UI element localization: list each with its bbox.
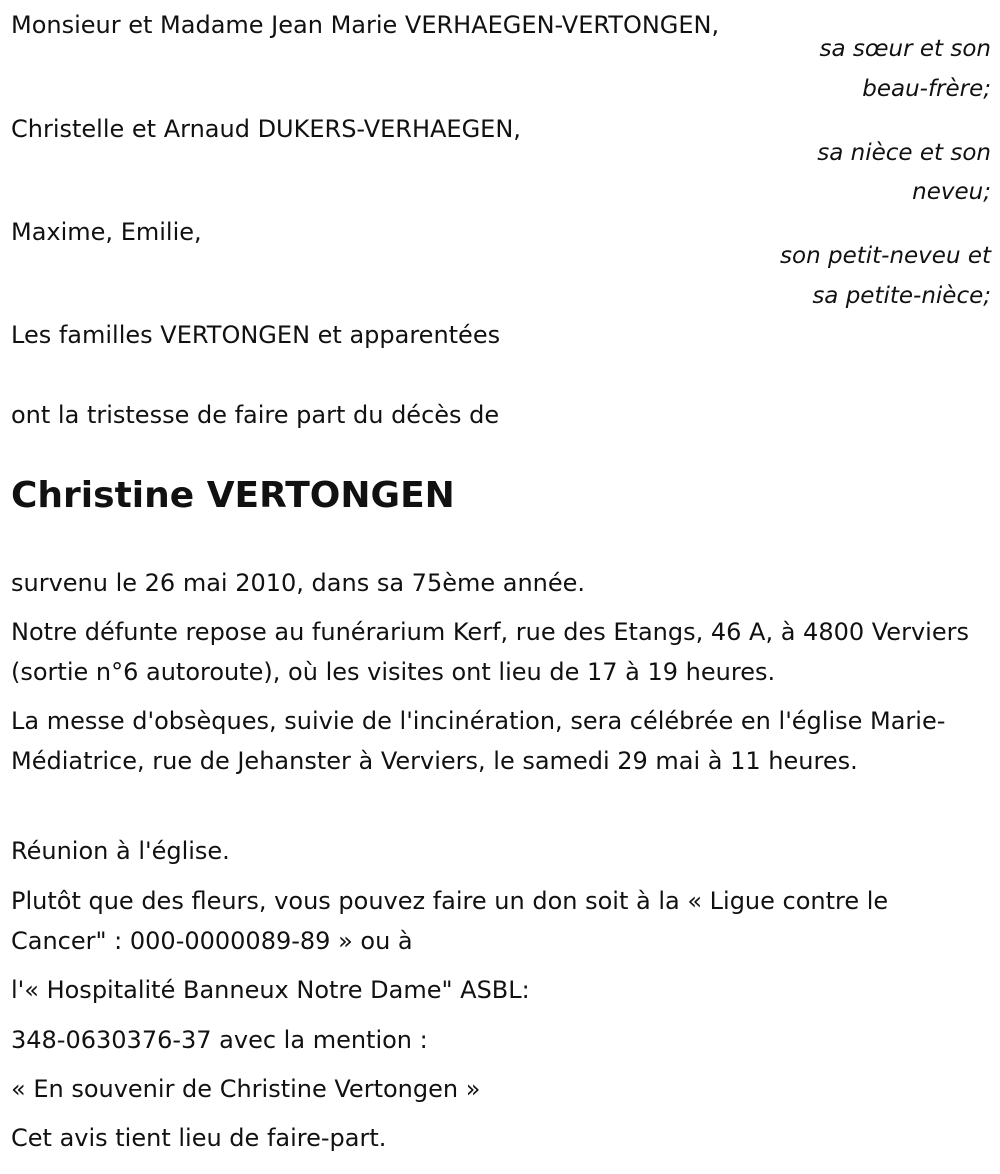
- notice-paragraph: survenu le 26 mai 2010, dans sa 75ème année.: [11, 569, 586, 597]
- notice-paragraph: l'« Hospitalité Banneux Notre Dame" ASBL:: [11, 976, 530, 1004]
- family-relation: sa nièce et son: [817, 140, 991, 166]
- other-families: Les familles VERTONGEN et apparentées: [11, 321, 501, 349]
- notice-paragraph: Cet avis tient lieu de faire-part.: [11, 1124, 387, 1152]
- notice-paragraph: Plutôt que des fleurs, vous pouvez faire un don soit à la « Ligue contre le Cancer" : 000-0000089-89 » ou à: [11, 887, 889, 955]
- notice-paragraph: La messe d'obsèques, suivie de l'incinération, sera célébrée en l'église Marie-Médiatrice, rue de Jehanster à Verviers, le samedi 29 mai à 11 heures.: [11, 707, 946, 775]
- notice-paragraph: Réunion à l'église.: [11, 837, 230, 865]
- family-names: Maxime, Emilie,: [11, 218, 202, 246]
- family-names: Monsieur et Madame Jean Marie VERHAEGEN-VERTONGEN,: [11, 11, 720, 39]
- family-relation: neveu;: [912, 179, 991, 205]
- notice-paragraph: Notre défunte repose au funérarium Kerf, rue des Etangs, 46 A, à 4800 Verviers (sortie n°6 autoroute), où les visites ont lieu de 17 à 19 heures.: [11, 618, 969, 686]
- family-names: Christelle et Arnaud DUKERS-VERHAEGEN,: [11, 115, 521, 143]
- family-relation: sa petite-nièce;: [812, 283, 991, 309]
- family-relation: sa sœur et son: [819, 36, 991, 62]
- deceased-name: Christine VERTONGEN: [11, 475, 455, 516]
- notice-paragraph: « En souvenir de Christine Vertongen »: [11, 1075, 481, 1103]
- family-relation: beau-frère;: [862, 76, 991, 102]
- notice-paragraph: 348-0630376-37 avec la mention :: [11, 1026, 428, 1054]
- announcement: ont la tristesse de faire part du décès de: [11, 401, 500, 429]
- family-relation: son petit-neveu et: [780, 243, 991, 269]
